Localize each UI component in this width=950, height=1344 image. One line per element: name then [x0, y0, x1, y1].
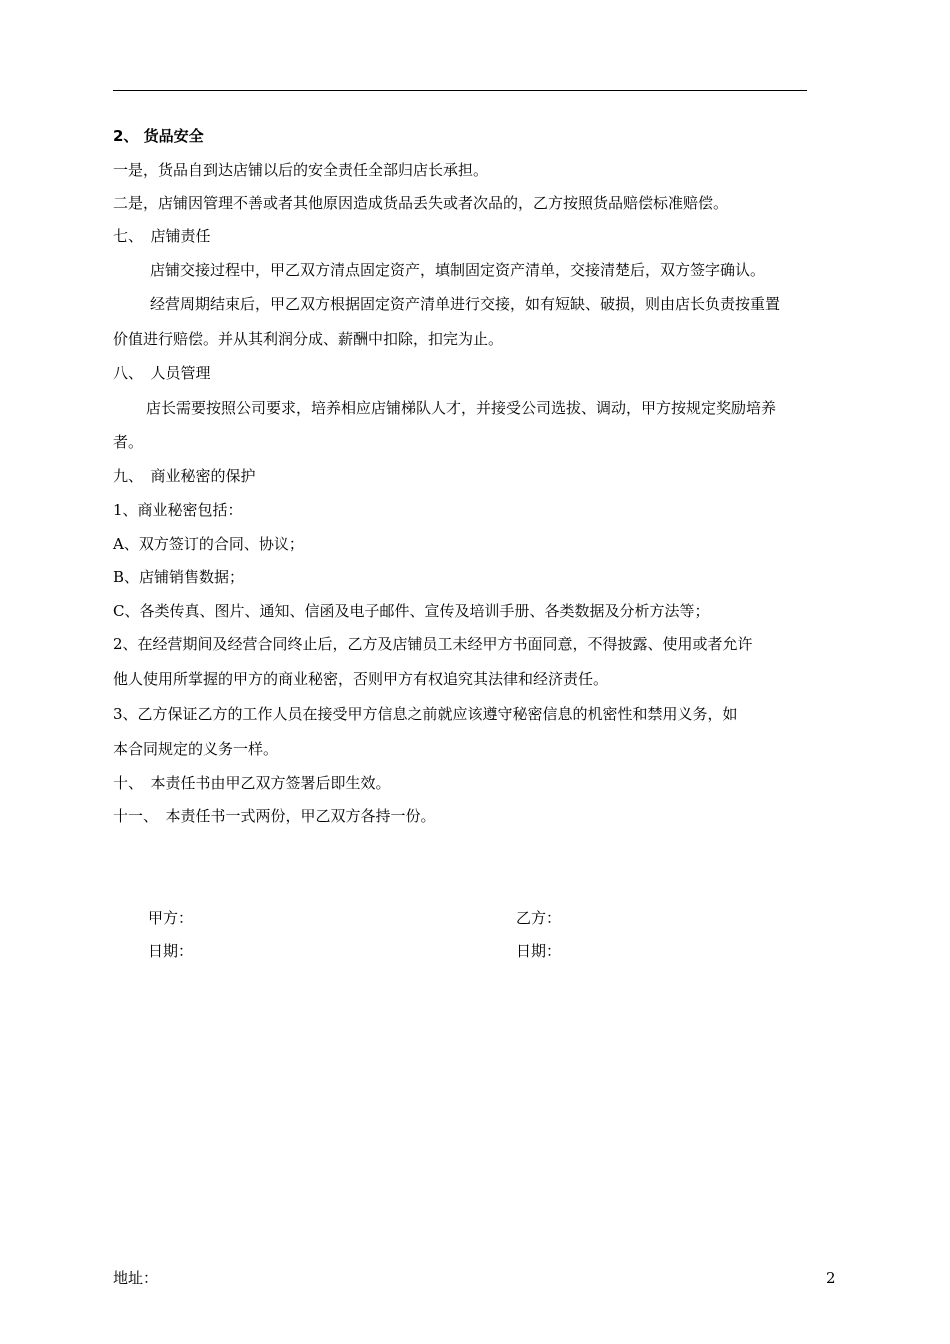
goods-safety-item-1: 一是，货品自到达店铺以后的安全责任全部归店长承担。 — [113, 161, 489, 179]
party-b-date-label: 日期： — [516, 942, 562, 960]
section-7-paragraph-2-line-1: 经营周期结束后，甲乙双方根据固定资产清单进行交接，如有短缺、破损，则由店长负责按重置 — [150, 295, 781, 313]
section-9-item-1: 1、商业秘密包括： — [113, 501, 243, 519]
footer-address-label: 地址： — [113, 1269, 159, 1287]
section-9-item-2-line-2: 他人使用所掌握的甲方的商业秘密，否则甲方有权追究其法律和经济责任。 — [113, 670, 609, 688]
section-11: 十一、 本责任书一式两份，甲乙双方各持一份。 — [113, 807, 436, 825]
section-10: 十、 本责任书由甲乙双方签署后即生效。 — [113, 774, 391, 792]
section-9-item-1a: A、双方签订的合同、协议； — [113, 535, 304, 553]
section-7-paragraph-1: 店铺交接过程中，甲乙双方清点固定资产，填制固定资产清单，交接清楚后，双方签字确认。 — [150, 261, 766, 279]
header-rule — [113, 90, 807, 91]
section-9-item-1c: C、各类传真、图片、通知、信函及电子邮件、宣传及培训手册、各类数据及分析方法等； — [113, 602, 710, 620]
section-goods-safety-title: 2、 货品安全 — [113, 127, 204, 145]
party-a-label: 甲方： — [148, 909, 194, 927]
section-9-item-2-line-1: 2、在经营期间及经营合同终止后，乙方及店铺员工未经甲方书面同意，不得披露、使用或者允许 — [113, 635, 753, 653]
section-7-title: 七、 店铺责任 — [113, 227, 211, 245]
section-7-paragraph-2-line-2: 价值进行赔偿。并从其利润分成、薪酬中扣除，扣完为止。 — [113, 330, 504, 348]
section-9-title: 九、 商业秘密的保护 — [113, 467, 256, 485]
section-8-title: 八、 人员管理 — [113, 364, 211, 382]
section-9-item-3-line-1: 3、乙方保证乙方的工作人员在接受甲方信息之前就应该遵守秘密信息的机密性和禁用义务，如 — [113, 705, 738, 723]
goods-safety-item-2: 二是，店铺因管理不善或者其他原因造成货品丢失或者次品的，乙方按照货品赔偿标准赔偿。 — [113, 194, 729, 212]
section-9-item-3-line-2: 本合同规定的义务一样。 — [113, 740, 279, 758]
section-9-item-1b: B、店铺销售数据； — [113, 568, 245, 586]
party-a-date-label: 日期： — [148, 942, 194, 960]
section-8-paragraph-line-2: 者。 — [113, 433, 144, 451]
page-number: 2 — [826, 1269, 836, 1287]
party-b-label: 乙方： — [516, 909, 562, 927]
section-8-paragraph-line-1: 店长需要按照公司要求，培养相应店铺梯队人才，并接受公司选拔、调动，甲方按规定奖励培养 — [146, 399, 777, 417]
